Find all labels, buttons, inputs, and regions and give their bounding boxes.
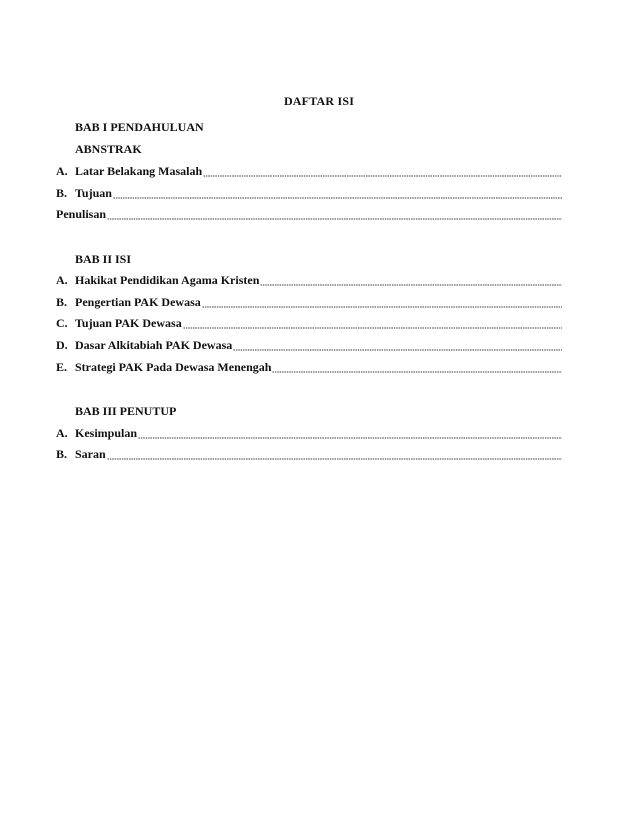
chapter-heading-bab-2: BAB II ISI <box>75 252 132 266</box>
toc-entry-label: Tujuan PAK Dewasa <box>75 316 182 330</box>
toc-entry[interactable] <box>56 316 562 330</box>
dot-leader <box>107 458 562 460</box>
toc-entry-letter: B. <box>56 447 68 461</box>
dot-leader <box>113 197 562 199</box>
dot-leader <box>183 327 562 329</box>
toc-entry-label: Hakikat Pendidikan Agama Kristen <box>75 273 260 287</box>
toc-entry-label: Latar Belakang Masalah <box>75 164 203 178</box>
toc-entry-letter: A. <box>56 273 68 287</box>
page-title: DAFTAR ISI <box>283 94 355 108</box>
dot-leader <box>107 218 562 220</box>
dot-leader <box>202 306 562 308</box>
toc-entry[interactable] <box>56 186 562 200</box>
section-heading-abstrak: ABNSTRAK <box>75 142 142 156</box>
toc-entry[interactable] <box>56 207 562 221</box>
toc-entry-label: Saran <box>75 447 106 461</box>
toc-entry-label: Strategi PAK Pada Dewasa Menengah <box>75 360 272 374</box>
dot-leader <box>260 284 562 286</box>
toc-entry[interactable] <box>56 426 562 440</box>
dot-leader <box>138 437 562 439</box>
dot-leader <box>233 349 562 351</box>
toc-entry-letter: E. <box>56 360 68 374</box>
toc-entry-label: Tujuan <box>75 186 112 200</box>
toc-entry-label: Kesimpulan <box>75 426 138 440</box>
dot-leader <box>203 175 562 177</box>
dot-leader <box>272 371 562 373</box>
toc-entry[interactable] <box>56 447 562 461</box>
toc-entry-letter: A. <box>56 164 68 178</box>
toc-entry-label: Penulisan <box>56 207 107 221</box>
chapter-heading-bab-1: BAB I PENDAHULUAN <box>75 120 204 134</box>
toc-entry-letter: D. <box>56 338 68 352</box>
toc-entry[interactable] <box>56 164 562 178</box>
toc-entry[interactable] <box>56 273 562 287</box>
toc-entry-letter: B. <box>56 295 68 309</box>
chapter-heading-bab-3: BAB III PENUTUP <box>75 404 177 418</box>
toc-entry[interactable] <box>56 360 562 374</box>
toc-entry-letter: C. <box>56 316 68 330</box>
toc-entry-label: Dasar Alkitabiah PAK Dewasa <box>75 338 233 352</box>
toc-entry-label: Pengertian PAK Dewasa <box>75 295 201 309</box>
toc-entry[interactable] <box>56 295 562 309</box>
toc-entry[interactable] <box>56 338 562 352</box>
toc-entry-letter: A. <box>56 426 68 440</box>
toc-entry-letter: B. <box>56 186 68 200</box>
